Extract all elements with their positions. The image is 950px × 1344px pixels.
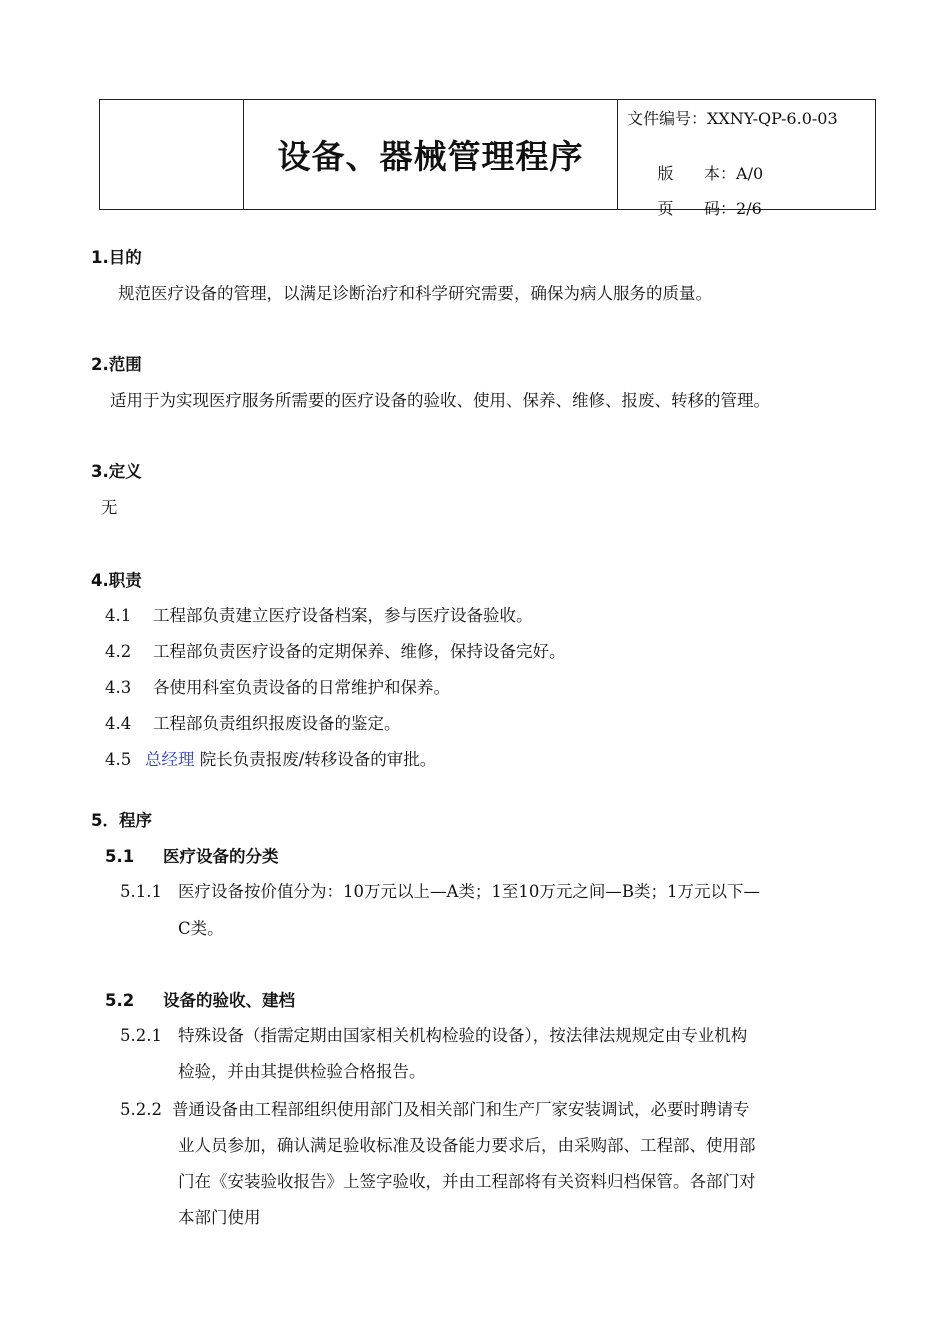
duty-number: 4.4	[105, 714, 132, 733]
page-value: 2/6	[736, 199, 762, 218]
page-row	[627, 177, 762, 238]
section-heading-definition: 3.定义	[91, 462, 142, 481]
duty-item	[105, 746, 436, 770]
duty-item	[105, 638, 566, 662]
scope-text: 适用于为实现医疗服务所需要的医疗设备的验收、使用、保养、维修、报废、转移的管理。	[110, 391, 770, 410]
subsection-heading-5-1	[105, 843, 279, 867]
clause-5-2-2-line4: 本部门使用	[178, 1208, 261, 1227]
clause-number: 5.1.1	[120, 882, 162, 901]
subsection-number: 5.1	[105, 847, 135, 866]
version-value: A/0	[736, 164, 764, 183]
clause-5-1-1-line1	[120, 878, 760, 902]
subsection-number: 5.2	[105, 991, 135, 1010]
duty-item	[105, 602, 533, 626]
clause-5-2-1-line1	[120, 1022, 747, 1046]
document-title: 设备、器械管理程序	[277, 137, 584, 176]
general-manager-link[interactable]: 总经理	[145, 750, 195, 769]
duty-text: 工程部负责医疗设备的定期保养、维修，保持设备完好。	[153, 642, 566, 661]
title-cell	[244, 100, 618, 209]
duty-number: 4.1	[105, 606, 132, 625]
duty-text: 院长负责报废/转移设备的审批。	[199, 750, 437, 769]
section-heading-procedure: 5．程序	[91, 811, 152, 830]
duty-item	[105, 674, 450, 698]
page-label: 页 码：	[657, 199, 737, 218]
definition-text: 无	[101, 498, 118, 517]
logo-cell	[100, 100, 244, 209]
section-heading-duties: 4.职责	[91, 571, 142, 590]
subsection-title: 设备的验收、建档	[163, 991, 295, 1010]
subsection-title: 医疗设备的分类	[163, 847, 279, 866]
duty-text: 各使用科室负责设备的日常维护和保养。	[153, 678, 450, 697]
duty-text: 工程部负责建立医疗设备档案，参与医疗设备验收。	[153, 606, 533, 625]
duty-number: 4.5	[105, 750, 132, 769]
section-heading-purpose: 1.目的	[91, 248, 142, 267]
section-heading-scope: 2.范围	[91, 355, 142, 374]
clause-5-2-2-line3: 门在《安装验收报告》上签字验收，并由工程部将有关资料归档保管。各部门对	[178, 1172, 756, 1191]
duty-text: 工程部负责组织报废设备的鉴定。	[153, 714, 401, 733]
doc-number-row	[627, 106, 838, 129]
document-header-table	[99, 99, 876, 218]
duty-item	[105, 710, 401, 734]
duty-number: 4.2	[105, 642, 132, 661]
clause-number: 5.2.1	[120, 1026, 162, 1045]
clause-text: 普通设备由工程部组织使用部门及相关部门和生产厂家安装调试，必要时聘请专	[172, 1100, 750, 1119]
clause-text: 医疗设备按价值分为：10万元以上—A类；1至10万元之间—B类；1万元以下—	[178, 882, 761, 901]
clause-number: 5.2.2	[120, 1100, 162, 1119]
purpose-text: 规范医疗设备的管理，以满足诊断治疗和科学研究需要，确保为病人服务的质量。	[118, 284, 712, 303]
doc-number-label: 文件编号：	[627, 109, 708, 128]
version-label: 版 本：	[657, 164, 737, 183]
clause-5-2-2-line2: 业人员参加，确认满足验收标准及设备能力要求后，由采购部、工程部、使用部	[178, 1136, 756, 1155]
subsection-heading-5-2	[105, 987, 295, 1011]
document-info-cell	[618, 100, 875, 218]
doc-number-value: XXNY-QP-6.0-03	[707, 109, 838, 128]
clause-5-2-2-line1	[120, 1096, 750, 1120]
clause-5-1-1-line2: C类。	[178, 919, 224, 938]
clause-text: 特殊设备（指需定期由国家相关机构检验的设备），按法律法规规定由专业机构	[178, 1026, 748, 1045]
duty-number: 4.3	[105, 678, 132, 697]
clause-5-2-1-line2: 检验，并由其提供检验合格报告。	[178, 1062, 426, 1081]
